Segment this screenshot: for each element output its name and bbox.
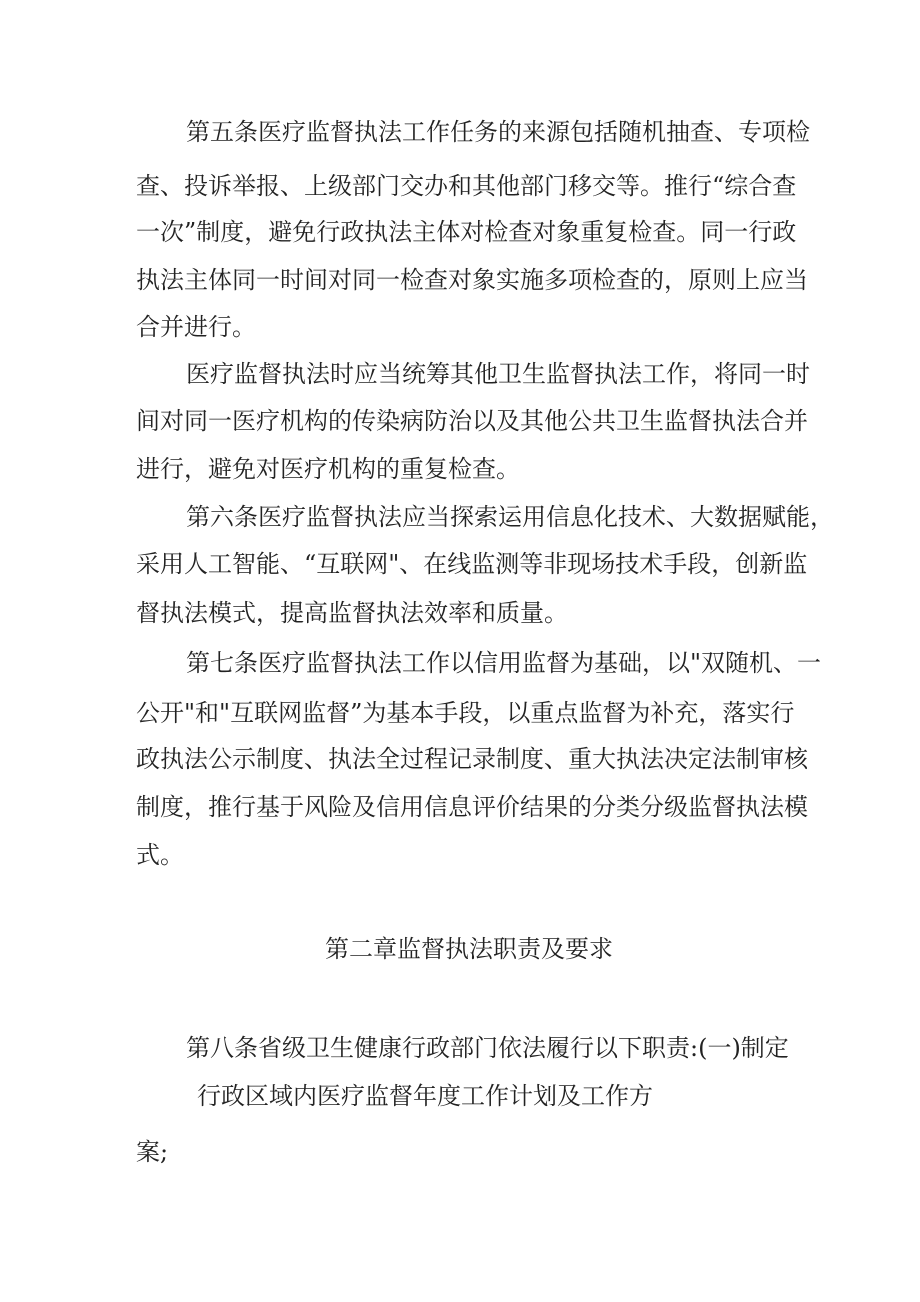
text-line: 第六条医疗监督执法应当探索运用信息化技术、大数据赋能，: [186, 503, 834, 531]
chapter-heading: 第二章监督执法职责及要求: [325, 935, 613, 963]
text-line: 第八条省级卫生健康行政部门依法履行以下职责:(一)制定: [186, 1034, 789, 1062]
text-line: 医疗监督执法时应当统筹其他卫生监督执法工作，将同一时: [186, 360, 810, 388]
text-line: 督执法模式，提高监督执法效率和质量。: [136, 599, 568, 627]
text-line: 第七条医疗监督执法工作以信用监督为基础，以"双随机、一: [186, 649, 822, 677]
text-line: 执法主体同一时间对同一检查对象实施多项检查的，原则上应当: [136, 266, 808, 294]
text-line: 政执法公示制度、执法全过程记录制度、重大执法决定法制审核: [136, 745, 808, 773]
text-line: 制度，推行基于风险及信用信息评价结果的分类分级监督执法模: [136, 793, 808, 821]
text-line: 采用人工智能、“互联网"、在线监测等非现场技术手段，创新监: [136, 550, 808, 578]
text-line: 一次”制度，避免行政执法主体对检查对象重复检查。同一行政: [136, 218, 797, 246]
text-line: 第五条医疗监督执法工作任务的来源包括随机抽查、专项检: [186, 118, 810, 146]
text-line: 合并进行。: [136, 313, 256, 341]
text-line: 公开"和"互联网监督”为基本手段，以重点监督为补充，落实行: [136, 699, 795, 727]
text-line: 进行，避免对医疗机构的重复检查。: [136, 455, 520, 483]
text-line: 间对同一医疗机构的传染病防治以及其他公共卫生监督执法合并: [136, 407, 808, 435]
text-line: 行政区域内医疗监督年度工作计划及工作方: [197, 1082, 653, 1110]
text-line: 查、投诉举报、上级部门交办和其他部门移交等。推行“综合查: [136, 172, 797, 200]
text-line: 案;: [136, 1138, 169, 1166]
text-line: 式。: [136, 841, 184, 869]
